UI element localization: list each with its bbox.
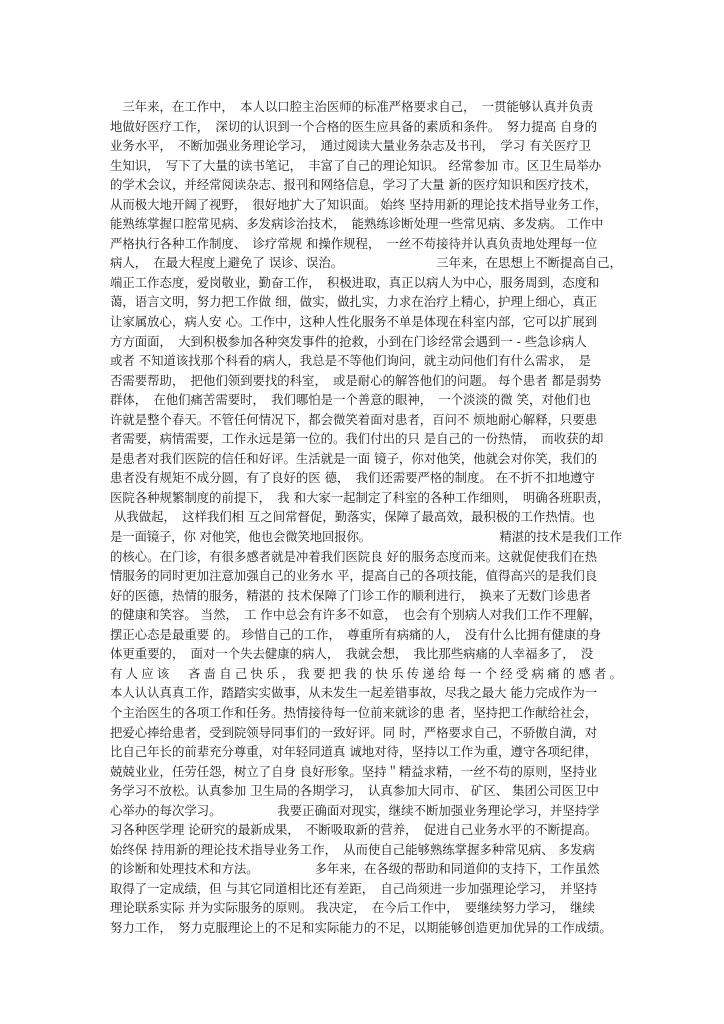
text-line: 患者没有规矩不成分圆，有了良好的医 德， 我们还需要严格的制度。 在不折不扣地遵守 (110, 470, 595, 486)
text-line: 病人， 在最大程度上避免了 误诊、误治。 三年来，在思想上不断提高自己， (110, 255, 622, 271)
text-line: 方方面面， 大到积极参加各种突发事件的抢救，小到在门诊经常会遇到一 - 些急诊病人 (110, 333, 587, 349)
text-line: 的核心。在门诊，有很多感者就是冲着我们医院良 好的服务态度而来。这就促使我们在热 (110, 548, 598, 564)
text-line: 努力工作， 努力克服理论上的不足和实际能力的不足，以期能够创造更加优异的工作成绩。 (110, 919, 612, 935)
text-line: 是患者对我们医院的信任和好评。生活就是一面 镜子，你对他笑，他就会对你笑，我们的 (110, 450, 598, 466)
text-line: 兢兢业业，任劳任怨，树立了自身 良好形象。坚持＂精益求精，一丝不苟的原则，坚持业 (110, 763, 598, 779)
text-line: 的健康和笑容。 当然， 工 作中总会有许多不如意， 也会有个别病人对我们工作不理解， (110, 607, 602, 623)
text-line: 理论联系实际 并为实际服务的原则。 我决定， 在今后工作中， 要继续努力学习， 继续 (110, 900, 595, 916)
text-line: 个主治医生的各项工作和任务。热情接待每一位前来就诊的患 者，坚持把工作献给社会， (110, 704, 598, 720)
text-line: 取得了一定成绩，但 与其它同道相比还有差距， 自己尚须进一步加强理论学习， 并坚持 (110, 880, 598, 896)
text-line: 务学习不放松。认真参加 卫生局的各期学习， 认真参加大同市、 矿区、 集团公司医卫中 (110, 783, 599, 799)
text-line: 地做好医疗工作， 深切的认识到一个合格的医生应具备的素质和条件。 努力提高 自身的 (110, 118, 598, 134)
text-line: 摆正心态是最重要 的。 珍惜自己的工作， 尊重所有病痛的人， 没有什么比拥有健康的身 (110, 626, 602, 642)
text-line: 或者 不知道该找那个科看的病人，我总是不等他们询问，就主动问他们有什么需求， 是 (110, 353, 591, 369)
text-line: 业务水平， 不断加强业务理论学习， 通过阅读大量业务杂志及书刊， 学习 有关医疗卫 (110, 138, 591, 154)
text-line: 群体， 在他们痛苦需要时， 我们哪怕是一个善意的眼神， 一个淡淡的微 笑，对他们也 (110, 392, 591, 408)
text-line: 好的医德，热情的服务，精湛的 技术保障了门诊工作的顺利进行， 换来了无数门诊患者 (110, 587, 591, 603)
text-line: 让家属放心，病人安 心。工作中，这种人性化服务不单是体现在科室内部，它可以扩展到 (110, 314, 598, 330)
text-line: 情服务的同时更加注意加强自己的业务水 平，提高自己的各项技能，值得高兴的是我们良 (110, 568, 598, 584)
text-line: 从而极大地开阔了视野， 很好地扩大了知识面。 始终 坚持用新的理论技术指导业务工作， (110, 196, 608, 212)
text-line: 严格执行各种工作制度、 诊疗常规 和操作规程， 一丝不苟接待并认真负责地处理每一位 (110, 235, 598, 251)
text-line: 比自己年长的前辈充分尊重，对年轻同道真 诚地对待，坚持以工作为重，遵守各项纪律， (110, 744, 598, 760)
text-line: 始终保 持用新的理论技术指导业务工作， 从而使自己能够熟练掌握多种常见病、 多发病 (110, 841, 595, 857)
text-line: 能熟练掌握口腔常见病、多发病诊治技术， 能熟练诊断处理一些常见病、多发病。 工作中 (110, 216, 604, 232)
text-line: 是一面镜子，你 对他笑，他也会微笑地回报你。 精湛的技术是我们工作 (110, 529, 622, 545)
text-line: 三年来，在工作中， 本人以口腔主治医师的标准严格要求自己， 一贯能够认真并负责 (110, 99, 594, 114)
text-line: 否需要帮助， 把他们领到要找的科室， 或是耐心的解答他们的问题。 每个患者 都是弱势 (110, 372, 602, 388)
text-line: 生知识， 写下了大量的读书笔记， 丰富了自己的理论知识。 经常参加 市。区卫生局举办 (110, 157, 602, 173)
text-line: 从我做起， 这样我们相 互之间常督促，勤落实，保障了最高效，最积极的工作热情。也 (110, 509, 595, 525)
text-line: 的学术会议，并经常阅读杂志、报刊和网络信息，学习了大量 新的医疗知识和医疗技术， (110, 177, 598, 193)
text-line: 许就是整个春天。不管任何情况下，都会微笑着面对患者，百问不 烦地耐心解释，只要患 (110, 411, 598, 427)
body-text (110, 97, 622, 938)
text-line: 医院各种规繁制度的前提下， 我 和大家一起制定了科室的各种工作细则， 明确各班职责， (110, 489, 610, 505)
text-line: 的诊断和处理技术和方法。 多年来，在各级的帮助和同道仰的支持下，工作虽然 (110, 861, 600, 877)
text-line: 体更重要的， 面对一个失去健康的病人， 我就会想， 我比那些病痛的人幸福多了， 没 (110, 646, 594, 662)
text-line: 习各种医学理 论研究的最新成果， 不断吸取新的营养， 促进自己业务水平的不断提高。 (110, 822, 598, 838)
text-line: 者需要，病情需要，工作永远是第一位的。我们付出的只 是自己的一份热情， 而收获的却 (110, 431, 604, 447)
text-line: 把爱心捧给患者，受到院领导同事们的一致好评。同 时，严格要求自己，不骄傲自満，对 (110, 724, 598, 740)
text-line: 本人认认真真工作，踏踏实实做事，从未发生一起差错事故，尽我之最大 能力完成作为一 (110, 685, 598, 701)
text-line: 有 人 应 该 吝 啬 自 己 快 乐 ， 我 要 把 我 的 快 乐 传 递 给 每 一 个 经 受 病 痛 的 感 者 。 (110, 665, 622, 681)
text-line: 端正工作态度，爱岗敬业，勤奋工作， 积极进取，真正以病人为中心，服务周到，态度和 (110, 274, 600, 290)
text-line: 蔼，语言文明，努力把工作做 细，做实，做扎实，力求在治疗上精心，护理上细心，真正 (110, 294, 598, 310)
text-line: 心举办的每次学习。 我要正确面对现实，继续不断加强业务理论学习，并坚持学 (110, 802, 600, 818)
